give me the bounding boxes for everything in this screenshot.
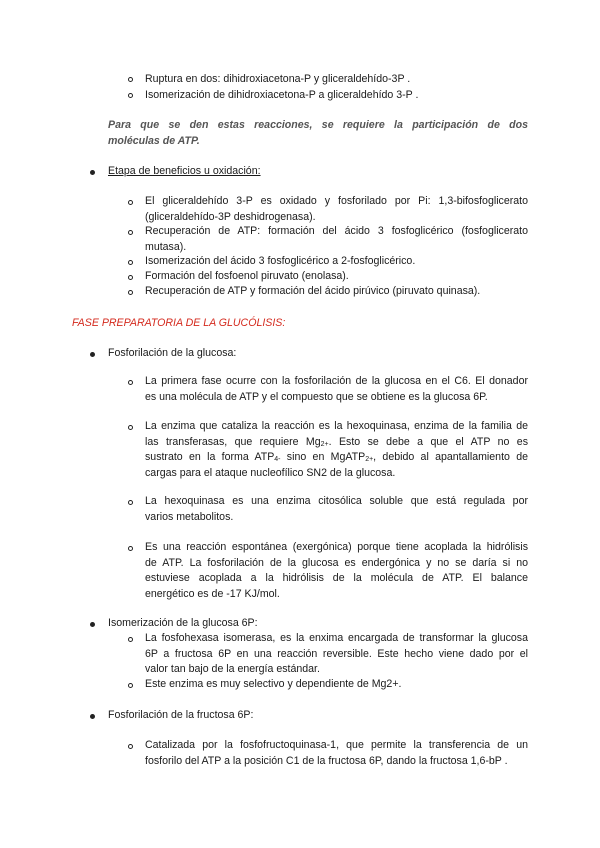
line: estuviese acoplada a la hidrólisis de la molécula de ATP. El balance xyxy=(145,572,528,584)
line: Es una reacción espontánea (exergónica) porque tiene acoplada la hidrólisis xyxy=(145,541,528,553)
paragraph xyxy=(145,738,528,769)
paragraph xyxy=(145,631,528,678)
hollow-bullet-icon xyxy=(128,200,133,205)
line: La enzima que cataliza la reacción es la hexoquinasa, enzima de la familia de xyxy=(145,420,528,432)
line: valor tan bajo de la energía estándar. xyxy=(145,663,320,675)
line: La primera fase ocurre con la fosforilación de la glucosa en el C6. El donador xyxy=(145,375,528,387)
hollow-bullet-icon xyxy=(128,77,133,82)
line: mutasa). xyxy=(145,240,187,253)
list-item xyxy=(145,194,528,225)
line: cargas para el ataque nucleofílico SN2 de la glucosa. xyxy=(145,466,396,479)
subsection-title: Fosforilación de la glucosa: xyxy=(108,347,237,359)
line: Catalizada por la fosfofructoquinasa-1, que permite la transferencia de un xyxy=(145,739,528,751)
list-item xyxy=(145,224,528,255)
subsection-title: Fosforilación de la fructosa 6P: xyxy=(108,709,254,721)
filled-bullet-icon xyxy=(90,170,95,175)
hollow-bullet-icon xyxy=(128,683,133,688)
list-item: Ruptura en dos: dihidroxiacetona-P y gliceraldehído-3P . xyxy=(145,73,411,85)
hollow-bullet-icon xyxy=(128,275,133,280)
note-line: moléculas de ATP. xyxy=(108,134,200,147)
line: energético es de -17 KJ/mol. xyxy=(145,587,280,600)
line: 6P a fructosa 6P en una reacción reversible. Este hecho viene dado por el xyxy=(145,647,528,660)
paragraph xyxy=(145,540,528,602)
note-line: Para que se den estas reacciones, se requiere la participación de dos xyxy=(108,119,528,131)
subsection-title: Isomerización de la glucosa 6P: xyxy=(108,617,258,629)
line: sustrato en la forma $ATP_{4-}$ sino en MgATP$_{2+}$, debido al apantallamiento de xyxy=(145,451,528,463)
hollow-bullet-icon xyxy=(128,637,133,642)
line: La hexoquinasa es una enzima citosólica soluble que está regulada por xyxy=(145,495,528,507)
paragraph xyxy=(145,494,528,525)
line: (gliceraldehído-3P deshidrogenasa). xyxy=(145,210,316,223)
stage-title: Etapa de beneficios u oxidación: xyxy=(108,165,261,177)
filled-bullet-icon xyxy=(90,622,95,627)
line: de ATP. La fosforilación de la glucosa es endergónica y no se daría si no xyxy=(145,556,528,569)
hollow-bullet-icon xyxy=(128,546,133,551)
list-item: Isomerización del ácido 3 fosfoglicérico a 2-fosfoglicérico. xyxy=(145,255,416,267)
list-item: Recuperación de ATP y formación del ácido pirúvico (piruvato quinasa). xyxy=(145,285,481,297)
hollow-bullet-icon xyxy=(128,425,133,430)
paragraph xyxy=(145,374,528,405)
hollow-bullet-icon xyxy=(128,260,133,265)
list-item: Formación del fosfoenol piruvato (enolasa). xyxy=(145,270,349,282)
line: es una molécula de ATP y el compuesto que se obtiene es la glucosa 6P. xyxy=(145,390,488,403)
line: Recuperación de ATP: formación del ácido 3 fosfoglicérico (fosfoglicerato xyxy=(145,225,528,237)
note-paragraph xyxy=(108,118,528,149)
filled-bullet-icon xyxy=(90,714,95,719)
hollow-bullet-icon xyxy=(128,380,133,385)
hollow-bullet-icon xyxy=(128,230,133,235)
hollow-bullet-icon xyxy=(128,500,133,505)
hollow-bullet-icon xyxy=(128,744,133,749)
filled-bullet-icon xyxy=(90,352,95,357)
line: varios metabolitos. xyxy=(145,510,234,523)
hollow-bullet-icon xyxy=(128,93,133,98)
section-title: FASE PREPARATORIA DE LA GLUCÓLISIS: xyxy=(72,317,286,329)
line: las transferasas, que requiere $Mg_{2+}$. Esto se debe a que el ATP no es xyxy=(145,435,528,448)
list-item: Isomerización de dihidroxiacetona-P a gliceraldehído 3-P . xyxy=(145,89,419,101)
line: El gliceraldehído 3-P es oxidado y fosforilado por Pi: 1,3-bifosfoglicerato xyxy=(145,195,528,207)
hollow-bullet-icon xyxy=(128,290,133,295)
list-item: Este enzima es muy selectivo y dependiente de Mg2+. xyxy=(145,678,402,690)
line: La fosfohexasa isomerasa, es la enxima encargada de transformar la glucosa xyxy=(145,632,528,644)
line: fosforilo del ATP a la posición C1 de la fructosa 6P, dando la fructosa 1,6-bP . xyxy=(145,754,508,767)
paragraph xyxy=(145,419,528,481)
